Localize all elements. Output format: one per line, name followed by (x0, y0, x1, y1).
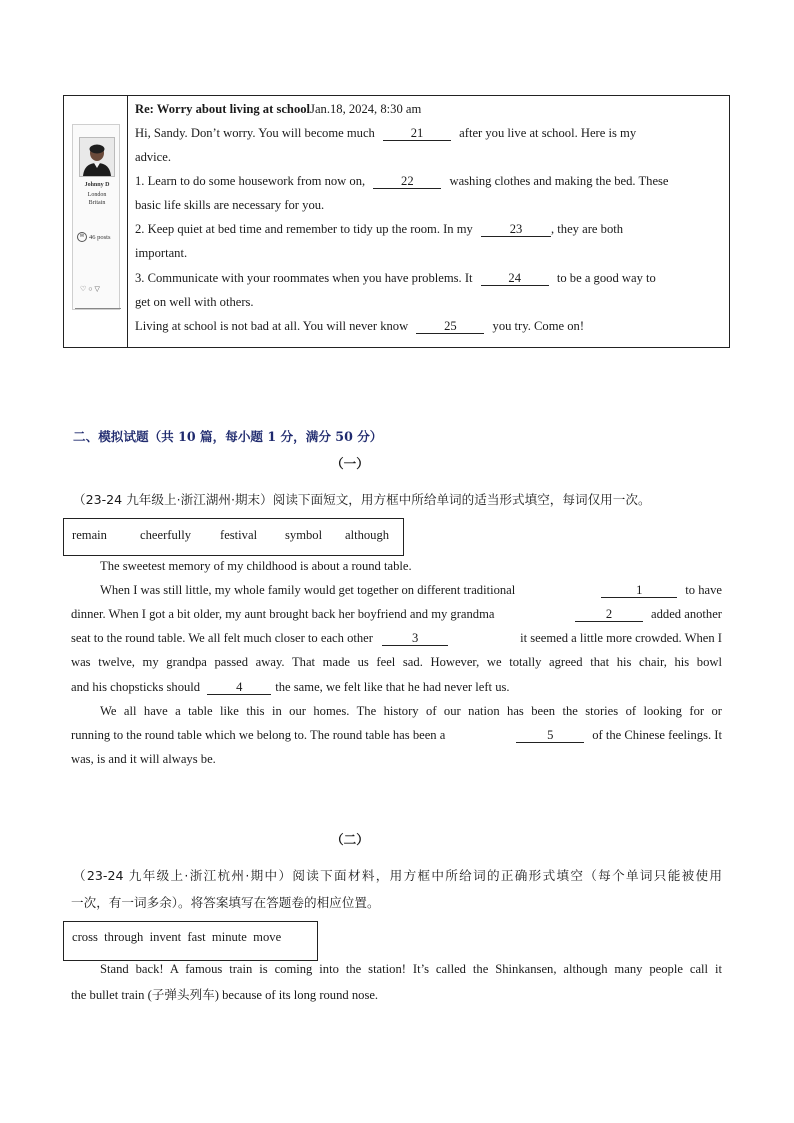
blank-4: 4 (207, 680, 271, 695)
post-divider (127, 95, 128, 348)
text: it seemed a little more crowded. When I (520, 631, 722, 645)
post-title: Re: Worry about living at school (135, 102, 311, 116)
word-box-1 (63, 518, 404, 556)
part-2-para-a: Stand back! A famous train is coming into the station! It’s called the Shinkansen, although many people call it (100, 962, 722, 976)
word-symbol: symbol (285, 528, 323, 542)
part-1-line-c (71, 630, 722, 646)
part-2-para-b: the bullet train (子弹头列车) because of its long round nose. (71, 988, 379, 1002)
post-line-1 (135, 125, 636, 141)
post-line-6: important. (135, 246, 188, 260)
text: washing clothes and making the bed. These (449, 174, 669, 188)
text: dinner. When I got a bit older, my aunt brought back her boyfriend and my grandma (71, 607, 495, 621)
blank-1: 1 (601, 583, 677, 598)
section-heading: 二、模拟试题（共 10 篇，每小题 1 分，满分 50 分） (73, 429, 383, 444)
blank-25: 25 (416, 319, 484, 334)
blank-2: 2 (575, 607, 643, 622)
post-header (135, 101, 421, 117)
share-icon[interactable]: ▽ (94, 285, 102, 293)
part-1-para-3-a: We all have a table like this in our homes. The history of our nation has been the stories of looking for or (100, 704, 722, 718)
avatar (79, 137, 115, 177)
text: When I was still little, my whole family would get together on different traditional (100, 583, 516, 597)
part-1-label: （一） (331, 456, 369, 471)
text: 3. Communicate with your roommates when you have problems. It (135, 271, 473, 285)
post-line-8: get on well with others. (135, 295, 254, 309)
text: 1. Learn to do some housework from now on, (135, 174, 366, 188)
profile-country: Britain (88, 200, 106, 206)
word-remain: remain (72, 528, 107, 542)
posts-count-label: 46 posts (89, 233, 111, 241)
post-line-4: basic life skills are necessary for you. (135, 198, 325, 212)
post-line-9 (135, 318, 584, 334)
comment-icon[interactable]: ○ (88, 285, 95, 293)
part-1-para-1: The sweetest memory of my childhood is about a round table. (100, 559, 412, 573)
word-although: although (345, 528, 390, 542)
text: Hi, Sandy. Don’t worry. You will become much (135, 126, 375, 140)
part-2-label: （二） (331, 832, 369, 847)
text: Living at school is not bad at all. You will never know (135, 319, 409, 333)
blank-23: 23 (481, 222, 551, 237)
part-1-line-a (100, 582, 722, 598)
part-1-para-3-b (71, 727, 722, 743)
part-1-line-b (71, 606, 722, 622)
post-line-3 (135, 173, 669, 189)
text: of the Chinese feelings. It (592, 728, 722, 742)
part-1-para-3-c: was, is and it will always be. (71, 752, 216, 766)
part-1-line-e (71, 679, 510, 695)
posts-icon: ✉ (77, 232, 87, 242)
text: to have (685, 583, 722, 597)
text: running to the round table which we belong to. The round table has been a (71, 728, 446, 742)
text: to be a good way to (556, 271, 656, 285)
post-line-5 (135, 221, 623, 237)
word-festival: festival (220, 528, 258, 542)
word-box-2 (63, 921, 318, 961)
blank-21: 21 (383, 126, 451, 141)
part-2-source-b: 一次，有一词多余）。将答案填写在答题卷的相应位置。 (71, 895, 380, 910)
word-list: cross through invent fast minute move (72, 930, 282, 944)
text: 2. Keep quiet at bed time and remember to tidy up the room. In my (135, 222, 473, 236)
word-cheerfully: cheerfully (140, 528, 192, 542)
text: added another (651, 607, 722, 621)
heart-icon[interactable]: ♡ (80, 285, 89, 293)
post-line-2: advice. (135, 150, 172, 164)
card-rule (75, 308, 121, 309)
posts-count (77, 232, 111, 242)
blank-3: 3 (382, 631, 448, 646)
blank-5: 5 (516, 728, 584, 743)
profile-card (72, 124, 120, 310)
profile-name: Johnny D (84, 182, 110, 188)
text: you try. Come on! (492, 319, 585, 333)
part-1-source: （23-24 九年级上·浙江湖州·期末）阅读下面短文，用方框中所给单词的适当形式填空，每词仅用一次。 (73, 492, 651, 507)
text: and his chopsticks should (71, 680, 201, 694)
post-date: Jan.18, 2024, 8:30 am (310, 102, 422, 116)
blank-24: 24 (481, 271, 549, 286)
action-icons (80, 285, 102, 293)
text: seat to the round table. We all felt much closer to each other (71, 631, 373, 645)
part-1-line-d: was twelve, my grandpa passed away. That made us feel sad. However, we totally agreed that his chair, his bowl (71, 655, 722, 669)
post-line-7 (135, 270, 656, 286)
text: , they are both (551, 222, 624, 236)
profile-city: London (87, 192, 107, 198)
text: the same, we felt like that he had never left us. (275, 680, 510, 694)
text: after you live at school. Here is my (459, 126, 637, 140)
blank-22: 22 (373, 174, 441, 189)
part-2-source-a: （23-24 九年级上·浙江杭州·期中）阅读下面材料，用方框中所给词的正确形式填空（每个单词只能被使用 (73, 868, 722, 883)
